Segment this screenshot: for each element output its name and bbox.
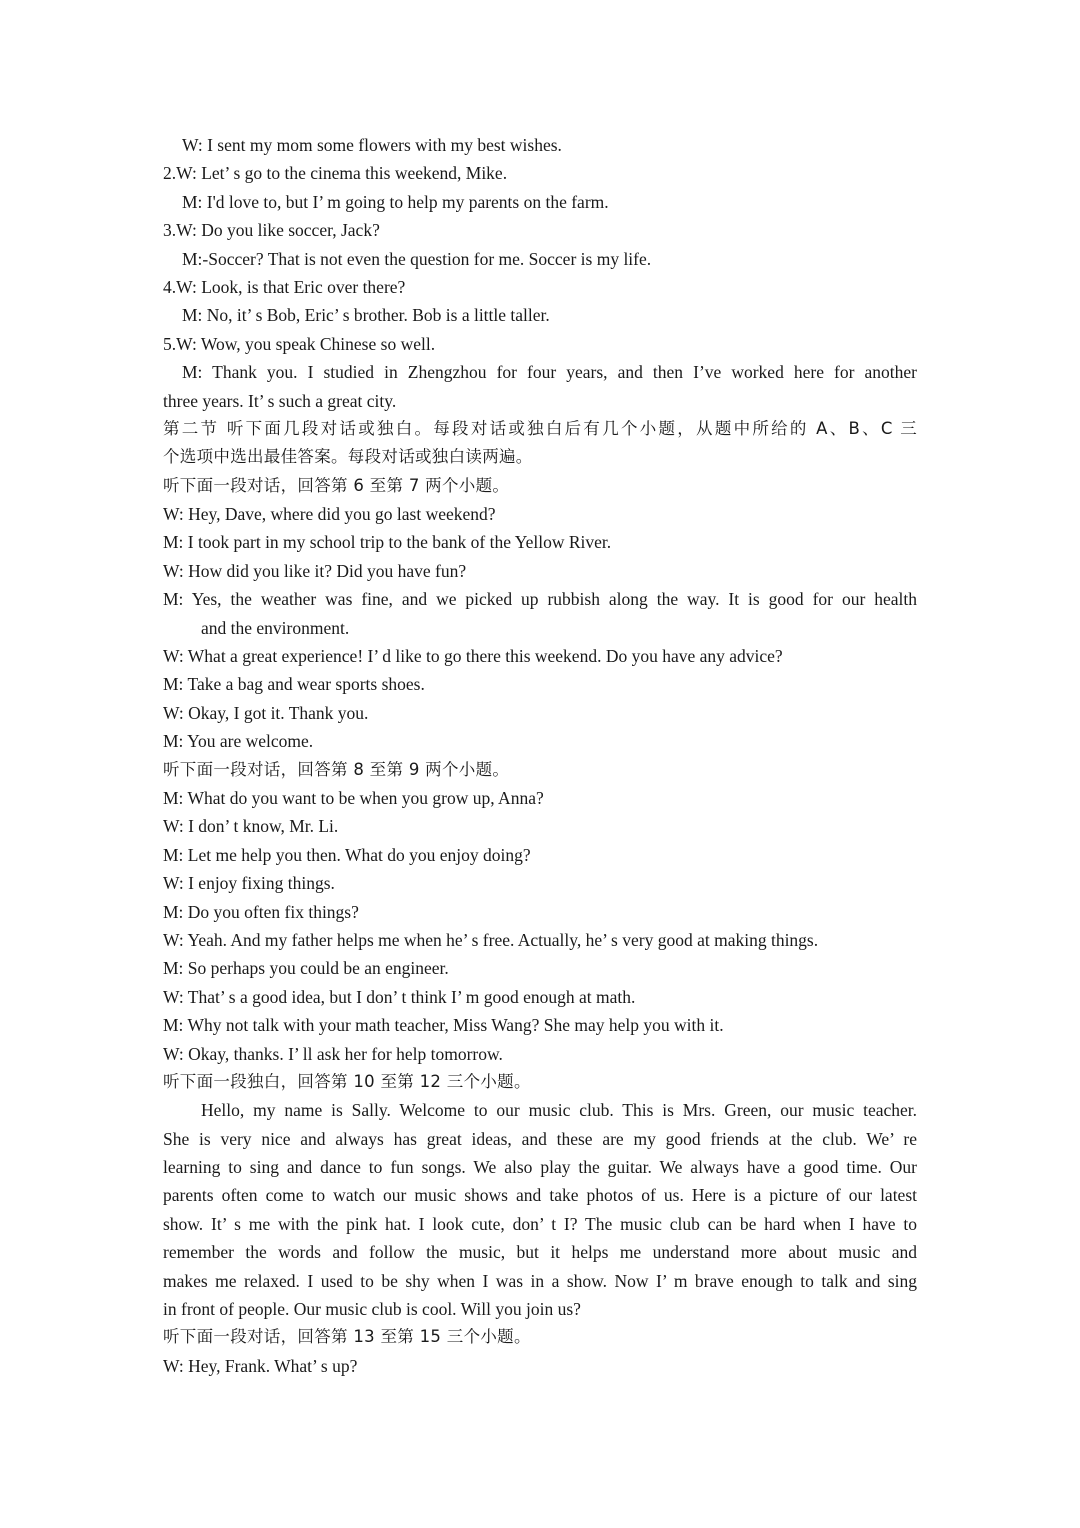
transcript-line: M: No, it’ s Bob, Eric’ s brother. Bob is a little taller.	[182, 305, 550, 326]
transcript-line: M: You are welcome.	[163, 731, 314, 752]
transcript-line: M: Thank you. I studied in Zhengzhou for four years, and then I’ve worked here for another	[182, 362, 917, 383]
transcript-line: W: I enjoy fixing things.	[163, 873, 335, 894]
section-instruction-line: 第二节 听下面几段对话或独白。每段对话或独白后有几个小题，从题中所给的 A、B、C 三	[163, 418, 917, 438]
transcript-line: M: I'd love to, but I’ m going to help my parents on the farm.	[182, 191, 609, 212]
transcript-line: learning to sing and dance to fun songs. We also play the guitar. We always have a good time. Our	[163, 1157, 917, 1178]
transcript-line: W: Yeah. And my father helps me when he’ s free. Actually, he’ s very good at making things.	[163, 929, 819, 950]
transcript-line: Hello, my name is Sally. Welcome to our music club. This is Mrs. Green, our music teacher.	[201, 1100, 917, 1121]
section-instruction-line: 听下面一段独白，回答第 10 至第 12 三个小题。	[163, 1071, 531, 1091]
transcript-line: W: Okay, thanks. I’ ll ask her for help tomorrow.	[163, 1043, 503, 1064]
transcript-line: show. It’ s me with the pink hat. I look cute, don’ t I? The music club can be hard when I have to	[163, 1213, 917, 1234]
transcript-line: M: What do you want to be when you grow up, Anna?	[163, 787, 544, 808]
transcript-line: M: Let me help you then. What do you enjoy doing?	[163, 844, 531, 865]
transcript-line: She is very nice and always has great ideas, and these are my good friends at the club. We’ re	[163, 1128, 917, 1149]
transcript-line: W: How did you like it? Did you have fun?	[163, 560, 467, 581]
transcript-line: M: So perhaps you could be an engineer.	[163, 958, 449, 979]
transcript-line: M: Yes, the weather was fine, and we picked up rubbish along the way. It is good for our health	[163, 589, 917, 610]
transcript-line: in front of people. Our music club is cool. Will you join us?	[163, 1299, 581, 1320]
transcript-line: and the environment.	[201, 617, 350, 638]
transcript-line: remember the words and follow the music, but it helps me understand more about music and	[163, 1242, 917, 1263]
transcript-line: makes me relaxed. I used to be shy when I was in a show. Now I’ m brave enough to talk and sing	[163, 1270, 917, 1291]
section-instruction-line: 听下面一段对话，回答第 13 至第 15 三个小题。	[163, 1327, 531, 1347]
transcript-line: W: That’ s a good idea, but I don’ t think I’ m good enough at math.	[163, 986, 636, 1007]
transcript-line: M: Do you often fix things?	[163, 901, 359, 922]
document-page	[163, 131, 917, 1380]
transcript-line: three years. It’ s such a great city.	[163, 390, 397, 411]
transcript-line: M: Take a bag and wear sports shoes.	[163, 674, 425, 695]
section-instruction-line: 听下面一段对话，回答第 8 至第 9 两个小题。	[163, 759, 510, 779]
section-instruction-line: 听下面一段对话，回答第 6 至第 7 两个小题。	[163, 475, 510, 495]
transcript-line: 5.W: Wow, you speak Chinese so well.	[163, 333, 436, 354]
transcript-line: W: I sent my mom some flowers with my best wishes.	[182, 135, 562, 155]
transcript-line: M:-Soccer? That is not even the question for me. Soccer is my life.	[182, 248, 652, 269]
transcript-line: W: I don’ t know, Mr. Li.	[163, 816, 339, 837]
transcript-line: 3.W: Do you like soccer, Jack?	[163, 220, 380, 241]
transcript-line: M: Why not talk with your math teacher, Miss Wang? She may help you with it.	[163, 1015, 724, 1036]
transcript-line: W: Okay, I got it. Thank you.	[163, 702, 369, 723]
transcript-line: M: I took part in my school trip to the bank of the Yellow River.	[163, 532, 612, 553]
transcript-line: W: Hey, Frank. What’ s up?	[163, 1355, 358, 1376]
transcript-line: 4.W: Look, is that Eric over there?	[163, 276, 406, 297]
transcript-line: W: What a great experience! I’ d like to go there this weekend. Do you have any advice?	[163, 646, 783, 667]
transcript-line: 2.W: Let’ s go to the cinema this weekend, Mike.	[163, 163, 508, 184]
transcript-line: parents often come to watch our music shows and take photos of us. Here is a picture of our latest	[163, 1185, 917, 1206]
section-instruction-line: 个选项中选出最佳答案。每段对话或独白读两遍。	[163, 447, 533, 467]
transcript-line: W: Hey, Dave, where did you go last weekend?	[163, 504, 496, 525]
